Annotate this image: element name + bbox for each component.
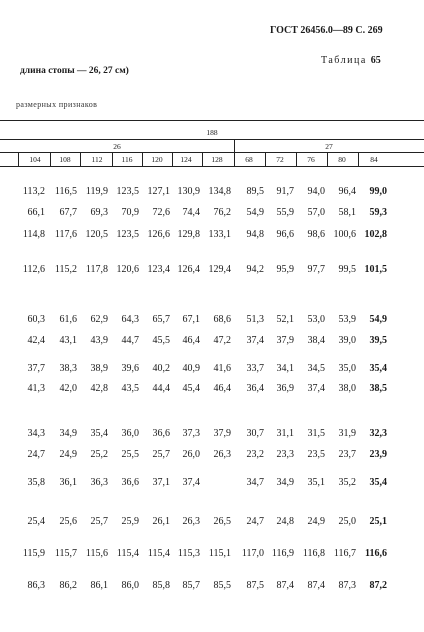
table-cell: 76,2 <box>213 207 231 218</box>
height-rule <box>0 139 424 140</box>
table-cell: 60,3 <box>27 314 45 325</box>
column-header: 124 <box>180 155 192 164</box>
column-divider <box>112 152 113 166</box>
table-cell: 53,9 <box>338 314 356 325</box>
table-caption <box>321 55 381 66</box>
group-rule <box>0 152 424 153</box>
table-cell: 37,4 <box>246 335 264 346</box>
table-cell: 99,5 <box>338 264 356 275</box>
table-subtitle: длина стопы — 26, 27 см) <box>20 66 129 76</box>
table-cell: 57,0 <box>307 207 325 218</box>
column-divider <box>296 152 297 166</box>
table-cell: 126,4 <box>177 264 200 275</box>
table-cell: 37,9 <box>276 335 294 346</box>
table-cell: 129,8 <box>177 229 200 240</box>
table-cell: 61,6 <box>59 314 77 325</box>
table-cell: 85,8 <box>152 580 170 591</box>
foot-length-group-header: 26 <box>113 142 121 151</box>
table-cell: 24,8 <box>276 516 294 527</box>
table-cell: 126,6 <box>147 229 170 240</box>
table-cell: 37,3 <box>182 428 200 439</box>
table-cell: 58,1 <box>338 207 356 218</box>
table-cell: 87,2 <box>369 580 387 591</box>
table-cell: 127,1 <box>147 186 170 197</box>
table-cell: 26,1 <box>152 516 170 527</box>
table-cell: 99,0 <box>369 186 387 197</box>
table-cell: 34,7 <box>246 477 264 488</box>
table-cell: 65,7 <box>152 314 170 325</box>
column-header: 84 <box>370 155 378 164</box>
foot-length-group-header: 27 <box>325 142 333 151</box>
table-cell: 35,2 <box>338 477 356 488</box>
table-cell: 37,9 <box>213 428 231 439</box>
table-cell: 87,5 <box>246 580 264 591</box>
table-cell: 37,4 <box>307 383 325 394</box>
table-cell: 38,3 <box>59 363 77 374</box>
table-cell: 44,4 <box>152 383 170 394</box>
table-cell: 94,0 <box>307 186 325 197</box>
table-cell: 94,2 <box>246 264 264 275</box>
table-cell: 35,1 <box>307 477 325 488</box>
table-cell: 46,4 <box>213 383 231 394</box>
table-cell: 35,4 <box>369 477 387 488</box>
table-cell: 40,2 <box>152 363 170 374</box>
table-cell: 37,7 <box>27 363 45 374</box>
table-label: Таблица <box>321 55 367 66</box>
table-cell: 100,6 <box>333 229 356 240</box>
column-divider <box>18 152 19 166</box>
table-cell: 67,1 <box>182 314 200 325</box>
table-cell: 87,3 <box>338 580 356 591</box>
table-cell: 97,7 <box>307 264 325 275</box>
table-cell: 31,1 <box>276 428 294 439</box>
table-number: 65 <box>370 55 381 66</box>
table-cell: 95,9 <box>276 264 294 275</box>
table-cell: 25,9 <box>121 516 139 527</box>
table-cell: 41,6 <box>213 363 231 374</box>
column-divider <box>202 152 203 166</box>
table-cell: 34,9 <box>59 428 77 439</box>
table-cell: 86,3 <box>27 580 45 591</box>
table-cell: 43,5 <box>121 383 139 394</box>
table-cell: 35,8 <box>27 477 45 488</box>
height-header: 188 <box>206 128 218 137</box>
table-cell: 23,5 <box>307 449 325 460</box>
table-cell: 115,1 <box>208 548 231 559</box>
table-cell: 25,1 <box>369 516 387 527</box>
table-cell: 54,9 <box>246 207 264 218</box>
table-cell: 43,1 <box>59 335 77 346</box>
table-cell: 116,7 <box>333 548 356 559</box>
table-cell: 38,0 <box>338 383 356 394</box>
table-cell: 115,2 <box>54 264 77 275</box>
table-cell: 39,5 <box>369 335 387 346</box>
column-header: 68 <box>245 155 253 164</box>
table-cell: 31,5 <box>307 428 325 439</box>
table-cell: 31,9 <box>338 428 356 439</box>
table-cell: 30,7 <box>246 428 264 439</box>
column-divider <box>234 139 235 166</box>
table-cell: 113,2 <box>22 186 45 197</box>
table-cell: 25,2 <box>90 449 108 460</box>
table-cell: 115,3 <box>177 548 200 559</box>
column-divider <box>358 152 359 166</box>
column-divider <box>80 152 81 166</box>
table-cell: 134,8 <box>208 186 231 197</box>
table-cell: 85,7 <box>182 580 200 591</box>
table-cell: 23,9 <box>369 449 387 460</box>
table-cell: 72,6 <box>152 207 170 218</box>
header-bottom-rule <box>0 166 424 167</box>
table-cell: 70,9 <box>121 207 139 218</box>
table-cell: 116,5 <box>54 186 77 197</box>
column-divider <box>142 152 143 166</box>
column-divider <box>327 152 328 166</box>
table-cell: 47,2 <box>213 335 231 346</box>
column-header: 120 <box>151 155 163 164</box>
table-cell: 116,8 <box>302 548 325 559</box>
table-cell: 38,4 <box>307 335 325 346</box>
table-cell: 39,6 <box>121 363 139 374</box>
table-cell: 38,5 <box>369 383 387 394</box>
table-cell: 25,7 <box>152 449 170 460</box>
table-cell: 116,9 <box>271 548 294 559</box>
table-cell: 36,6 <box>152 428 170 439</box>
table-cell: 38,9 <box>90 363 108 374</box>
table-cell: 42,8 <box>90 383 108 394</box>
table-cell: 37,4 <box>182 477 200 488</box>
table-cell: 35,4 <box>369 363 387 374</box>
table-cell: 24,9 <box>307 516 325 527</box>
table-cell: 52,1 <box>276 314 294 325</box>
table-cell: 53,0 <box>307 314 325 325</box>
table-cell: 66,1 <box>27 207 45 218</box>
table-cell: 36,6 <box>121 477 139 488</box>
column-divider <box>172 152 173 166</box>
table-cell: 40,9 <box>182 363 200 374</box>
table-cell: 115,9 <box>22 548 45 559</box>
page-header-standard: ГОСТ 26456.0—89 С. 269 <box>270 25 383 36</box>
column-header: 128 <box>211 155 223 164</box>
table-cell: 62,9 <box>90 314 108 325</box>
table-cell: 42,0 <box>59 383 77 394</box>
table-cell: 119,9 <box>85 186 108 197</box>
table-cell: 36,1 <box>59 477 77 488</box>
table-cell: 25,5 <box>121 449 139 460</box>
table-cell: 123,4 <box>147 264 170 275</box>
section-label: размерных признаков <box>16 100 98 109</box>
column-divider <box>50 152 51 166</box>
table-cell: 45,5 <box>152 335 170 346</box>
column-header: 80 <box>338 155 346 164</box>
table-cell: 98,6 <box>307 229 325 240</box>
column-header: 108 <box>59 155 71 164</box>
table-cell: 25,0 <box>338 516 356 527</box>
table-cell: 34,3 <box>27 428 45 439</box>
table-cell: 24,7 <box>246 516 264 527</box>
column-header: 112 <box>91 155 103 164</box>
table-cell: 36,4 <box>246 383 264 394</box>
table-cell: 86,2 <box>59 580 77 591</box>
table-cell: 115,4 <box>147 548 170 559</box>
table-cell: 129,4 <box>208 264 231 275</box>
table-cell: 34,9 <box>276 477 294 488</box>
table-cell: 32,3 <box>369 428 387 439</box>
table-cell: 42,4 <box>27 335 45 346</box>
table-cell: 74,4 <box>182 207 200 218</box>
table-cell: 116,6 <box>365 548 387 559</box>
table-cell: 112,6 <box>22 264 45 275</box>
table-cell: 64,3 <box>121 314 139 325</box>
table-cell: 33,7 <box>246 363 264 374</box>
table-cell: 26,5 <box>213 516 231 527</box>
table-cell: 37,1 <box>152 477 170 488</box>
table-cell: 87,4 <box>276 580 294 591</box>
table-cell: 115,6 <box>85 548 108 559</box>
table-cell: 67,7 <box>59 207 77 218</box>
table-cell: 36,9 <box>276 383 294 394</box>
table-cell: 39,0 <box>338 335 356 346</box>
table-cell: 101,5 <box>364 264 387 275</box>
column-header: 72 <box>276 155 284 164</box>
table-cell: 123,5 <box>116 229 139 240</box>
table-cell: 94,8 <box>246 229 264 240</box>
table-cell: 51,3 <box>246 314 264 325</box>
column-divider <box>265 152 266 166</box>
table-cell: 85,5 <box>213 580 231 591</box>
table-cell: 41,3 <box>27 383 45 394</box>
table-cell: 102,8 <box>364 229 387 240</box>
table-cell: 23,3 <box>276 449 294 460</box>
table-cell: 36,3 <box>90 477 108 488</box>
table-cell: 55,9 <box>276 207 294 218</box>
table-cell: 46,4 <box>182 335 200 346</box>
table-cell: 86,0 <box>121 580 139 591</box>
table-cell: 96,6 <box>276 229 294 240</box>
table-cell: 25,6 <box>59 516 77 527</box>
table-cell: 117,8 <box>85 264 108 275</box>
table-top-rule <box>0 120 424 121</box>
table-cell: 34,5 <box>307 363 325 374</box>
table-cell: 133,1 <box>208 229 231 240</box>
table-cell: 89,5 <box>246 186 264 197</box>
table-cell: 26,3 <box>213 449 231 460</box>
column-header: 104 <box>29 155 41 164</box>
table-cell: 24,9 <box>59 449 77 460</box>
table-cell: 43,9 <box>90 335 108 346</box>
table-cell: 34,1 <box>276 363 294 374</box>
table-cell: 36,0 <box>121 428 139 439</box>
table-cell: 120,6 <box>116 264 139 275</box>
table-cell: 123,5 <box>116 186 139 197</box>
table-cell: 59,3 <box>369 207 387 218</box>
table-cell: 120,5 <box>85 229 108 240</box>
table-cell: 91,7 <box>276 186 294 197</box>
table-cell: 96,4 <box>338 186 356 197</box>
table-cell: 117,6 <box>54 229 77 240</box>
table-cell: 69,3 <box>90 207 108 218</box>
table-cell: 26,0 <box>182 449 200 460</box>
table-cell: 130,9 <box>177 186 200 197</box>
table-cell: 86,1 <box>90 580 108 591</box>
table-cell: 44,7 <box>121 335 139 346</box>
table-cell: 114,8 <box>22 229 45 240</box>
table-cell: 35,0 <box>338 363 356 374</box>
table-cell: 26,3 <box>182 516 200 527</box>
column-header: 116 <box>121 155 133 164</box>
table-cell: 23,2 <box>246 449 264 460</box>
table-cell: 117,0 <box>241 548 264 559</box>
column-header: 76 <box>307 155 315 164</box>
table-cell: 115,4 <box>116 548 139 559</box>
table-cell: 35,4 <box>90 428 108 439</box>
table-cell: 24,7 <box>27 449 45 460</box>
table-cell: 68,6 <box>213 314 231 325</box>
table-cell: 87,4 <box>307 580 325 591</box>
table-cell: 23,7 <box>338 449 356 460</box>
table-cell: 45,4 <box>182 383 200 394</box>
table-cell: 115,7 <box>54 548 77 559</box>
table-cell: 54,9 <box>369 314 387 325</box>
table-cell: 25,4 <box>27 516 45 527</box>
table-cell: 25,7 <box>90 516 108 527</box>
